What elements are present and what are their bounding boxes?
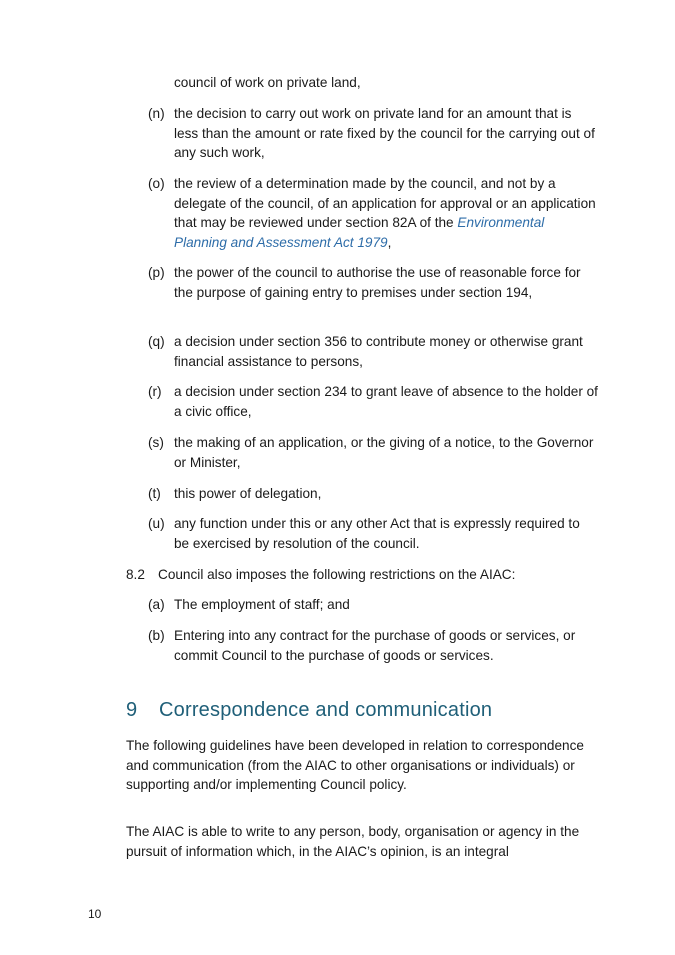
list-item-label: (u) — [148, 516, 165, 531]
list-item-label: (b) — [148, 628, 165, 643]
list-item-text: this power of delegation, — [174, 486, 322, 501]
section-title: Correspondence and communication — [159, 699, 493, 721]
list-item-text — [174, 174, 598, 252]
page-number: 10 — [88, 907, 102, 921]
list-item-text: a decision under section 234 to grant leave of absence to the holder of a civic office, — [174, 384, 598, 419]
list-item-text: the making of an application, or the giving of a notice, to the Governor or Minister, — [174, 435, 594, 470]
list-item-label: (q) — [148, 334, 165, 349]
section-heading — [126, 697, 492, 723]
restriction-item-a — [148, 595, 598, 615]
paragraph-aiac-write: The AIAC is able to write to any person, body, organisation or agency in the pursuit of information which, in the AIAC’s opinion, is an integral — [126, 824, 580, 859]
list-item-q — [148, 332, 598, 371]
list-item-label: (p) — [148, 265, 165, 280]
paragraph-guidelines: The following guidelines have been developed in relation to correspondence and communication (from the AIAC to other organisations or individuals) or supporting and/or implementing Council policy. — [126, 738, 584, 793]
clause-8-2 — [126, 565, 596, 585]
continuation-text: council of work on private land, — [174, 75, 361, 90]
list-item-label: (s) — [148, 435, 164, 450]
list-item-t — [148, 484, 598, 504]
list-item-text: a decision under section 356 to contribute money or otherwise grant financial assistance to persons, — [174, 334, 583, 369]
list-item-text: Entering into any contract for the purchase of goods or services, or commit Council to the purchase of goods or services. — [174, 628, 576, 663]
list-item-text: the decision to carry out work on private land for an amount that is less than the amount or rate fixed by the council for the carrying out of any such work, — [174, 106, 595, 161]
list-item-label: (n) — [148, 106, 165, 121]
list-item-s — [148, 433, 598, 472]
list-item-text-after: , — [387, 234, 392, 250]
list-item-label: (t) — [148, 486, 161, 501]
list-item-u — [148, 514, 598, 553]
clause-number: 8.2 — [126, 567, 145, 582]
list-item-r — [148, 382, 598, 421]
list-item-p — [148, 263, 598, 302]
list-item-o — [148, 174, 598, 252]
restriction-item-b — [148, 626, 598, 665]
list-item-text-before: the review of a determination made by the council, and not by a delegate of the council, of an application for approval or an application that may be reviewed under section 82A of the — [174, 176, 596, 231]
clause-text: Council also imposes the following restrictions on the AIAC: — [158, 567, 516, 582]
act-reference-link[interactable]: Environmental Planning and Assessment Act 1979 — [174, 215, 545, 250]
list-item-label: (a) — [148, 597, 165, 612]
section-number: 9 — [126, 699, 138, 721]
list-item-label: (r) — [148, 384, 162, 399]
list-item-text: any function under this or any other Act that is expressly required to be exercised by resolution of the council. — [174, 516, 580, 551]
list-item-text: the power of the council to authorise the use of reasonable force for the purpose of gaining entry to premises under section 194, — [174, 265, 581, 300]
list-item-n — [148, 104, 598, 163]
list-item-label: (o) — [148, 176, 165, 191]
list-item-text: The employment of staff; and — [174, 597, 350, 612]
